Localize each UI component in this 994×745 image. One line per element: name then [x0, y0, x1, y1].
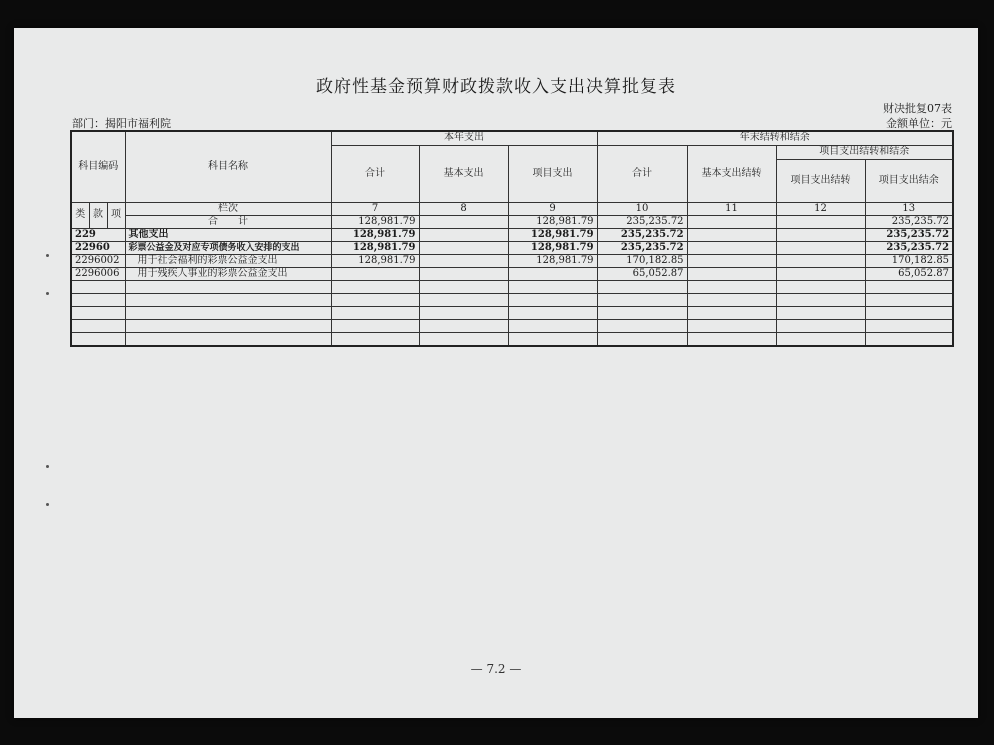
- row-name: 用于社会福利的彩票公益金支出: [125, 254, 331, 267]
- row-value: 128,981.79: [331, 228, 419, 241]
- col-num: 12: [776, 202, 865, 215]
- row-value: [419, 254, 508, 267]
- row-value: [508, 267, 597, 280]
- col-num: 9: [508, 202, 597, 215]
- col-num: 13: [865, 202, 953, 215]
- binding-hole-mark: [46, 503, 49, 506]
- header-current-year-exp: 本年支出: [331, 131, 597, 145]
- row-value: 128,981.79: [508, 241, 597, 254]
- binding-hole-mark: [46, 465, 49, 468]
- page-number: — 7.2 —: [470, 662, 522, 676]
- row-code: 22960: [71, 241, 125, 254]
- header-col-label: 栏次: [125, 202, 331, 215]
- row-value: 235,235.72: [597, 241, 687, 254]
- binding-hole-mark: [46, 292, 49, 295]
- empty-row: [71, 319, 953, 332]
- row-code: 2296002: [71, 254, 125, 267]
- row-value: [776, 267, 865, 280]
- row-value: 128,981.79: [331, 241, 419, 254]
- amount-unit: 金额单位：元: [886, 117, 952, 130]
- row-value: [687, 254, 776, 267]
- header-kuan: 款: [89, 202, 107, 228]
- empty-row: [71, 332, 953, 346]
- empty-row: [71, 280, 953, 293]
- header-total-1: 合计: [331, 145, 419, 202]
- col-num: 8: [419, 202, 508, 215]
- department-label: 部门：揭阳市福利院: [72, 117, 171, 130]
- col-num: 7: [331, 202, 419, 215]
- grand-total-value: 128,981.79: [508, 215, 597, 228]
- header-subject-code: 科目编码: [71, 131, 125, 202]
- budget-table: [70, 130, 954, 347]
- row-value: [419, 228, 508, 241]
- table-row: [71, 228, 953, 241]
- header-project-exp: 项目支出: [508, 145, 597, 202]
- empty-row: [71, 306, 953, 319]
- row-value: 235,235.72: [865, 228, 953, 241]
- grand-total-value: [687, 215, 776, 228]
- table-row: [71, 241, 953, 254]
- page-title: 政府性基金预算财政拨款收入支出决算批复表: [316, 77, 676, 97]
- binding-hole-mark: [46, 254, 49, 257]
- row-value: 65,052.87: [597, 267, 687, 280]
- grand-total-label: 合 计: [125, 215, 331, 228]
- row-value: 170,182.85: [597, 254, 687, 267]
- row-code: 2296006: [71, 267, 125, 280]
- header-project-balance: 项目支出结转和结余: [776, 145, 953, 160]
- col-num: 11: [687, 202, 776, 215]
- col-num: 10: [597, 202, 687, 215]
- row-value: [687, 228, 776, 241]
- row-value: 128,981.79: [508, 228, 597, 241]
- row-value: 235,235.72: [865, 241, 953, 254]
- grand-total-value: 235,235.72: [865, 215, 953, 228]
- row-value: 170,182.85: [865, 254, 953, 267]
- row-value: [687, 241, 776, 254]
- row-value: [331, 267, 419, 280]
- grand-total-value: 128,981.79: [331, 215, 419, 228]
- row-value: [776, 241, 865, 254]
- header-project-surplus: 项目支出结余: [865, 160, 953, 202]
- header-basic-exp: 基本支出: [419, 145, 508, 202]
- row-value: [776, 254, 865, 267]
- header-total-2: 合计: [597, 145, 687, 202]
- grand-total-value: 235,235.72: [597, 215, 687, 228]
- header-subject-name: 科目名称: [125, 131, 331, 202]
- row-value: [687, 267, 776, 280]
- row-name: 其他支出: [125, 228, 331, 241]
- header-lei: 类: [71, 202, 89, 228]
- empty-row: [71, 293, 953, 306]
- row-value: 235,235.72: [597, 228, 687, 241]
- row-value: 128,981.79: [331, 254, 419, 267]
- table-number: 财决批复07表: [883, 102, 952, 115]
- row-value: [419, 267, 508, 280]
- table-row: [71, 254, 953, 267]
- row-value: 65,052.87: [865, 267, 953, 280]
- row-value: [419, 241, 508, 254]
- document-page: [14, 28, 978, 718]
- row-value: 128,981.79: [508, 254, 597, 267]
- row-name: 彩票公益金及对应专项债务收入安排的支出: [125, 241, 331, 254]
- header-year-end-balance: 年末结转和结余: [597, 131, 953, 145]
- table-row: [71, 267, 953, 280]
- row-value: [776, 228, 865, 241]
- row-name: 用于残疾人事业的彩票公益金支出: [125, 267, 331, 280]
- header-project-carry: 项目支出结转: [776, 160, 865, 202]
- grand-total-value: [776, 215, 865, 228]
- header-xiang: 项: [107, 202, 125, 228]
- grand-total-value: [419, 215, 508, 228]
- row-code: 229: [71, 228, 125, 241]
- header-basic-carry: 基本支出结转: [687, 145, 776, 202]
